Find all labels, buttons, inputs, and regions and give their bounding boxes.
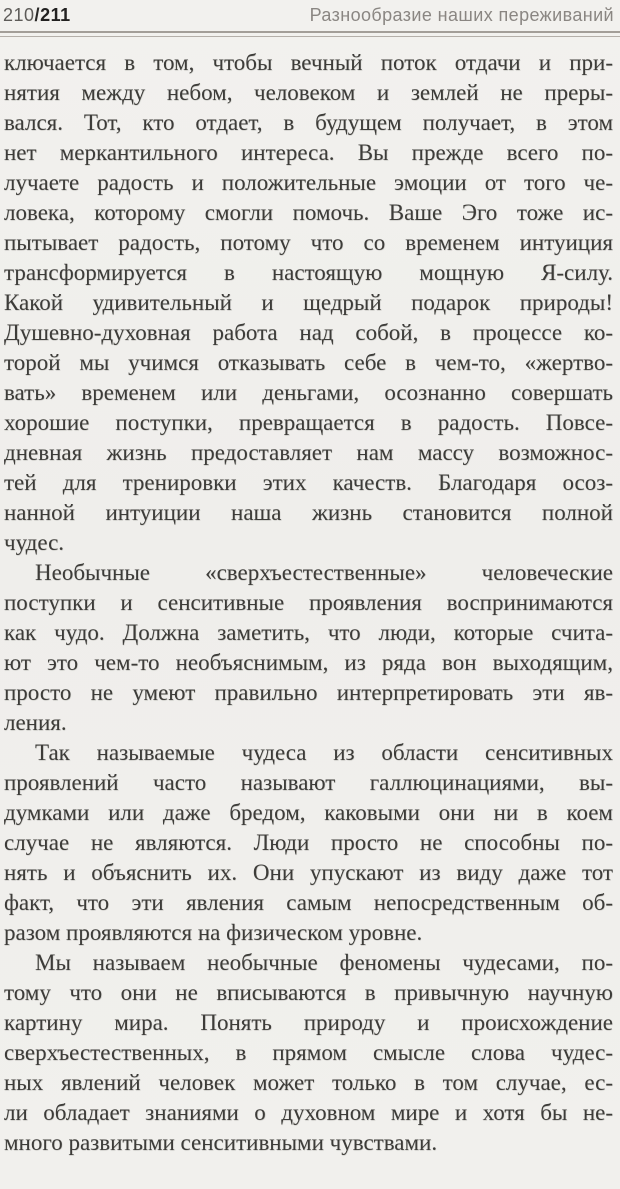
text-line: тей для тренировки этих качеств. Благодаря осоз- — [4, 470, 613, 495]
text-line: просто не умеют правильно интерпретировать эти яв- — [4, 680, 613, 705]
text-line: как чудо. Должна заметить, что люди, которые счита- — [4, 620, 613, 645]
text-line: дневная жизнь предоставляет нам массу возможнос- — [4, 440, 613, 465]
text-line: тому что они не вписываются в привычную научную — [4, 980, 613, 1005]
text-line: вать» временем или деньгами, осознанно совершать — [4, 380, 613, 405]
text-line: Так называемые чудеса из области сенситивных — [35, 740, 613, 765]
page-indicator — [3, 5, 71, 26]
text-line: Душевно-духовная работа над собой, в процессе ко- — [4, 320, 613, 345]
text-line: ления. — [4, 710, 67, 735]
text-line: ных явлений человек может только в том случае, ес- — [4, 1070, 613, 1095]
text-line: сверхъестественных, в прямом смысле слова чудес- — [4, 1040, 613, 1065]
text-line: лучаете радость и положительные эмоции от того че- — [4, 170, 613, 195]
page-separator: / — [34, 5, 41, 25]
text-line: нять и объяснить их. Они упускают из виду даже тот — [4, 860, 613, 885]
text-line: поступки и сенситивные проявления воспринимаются — [4, 590, 613, 615]
text-line: ловека, которому смогли помочь. Ваше Эго тоже ис- — [4, 200, 613, 225]
text-line: Мы называем необычные феномены чудесами, по- — [35, 950, 613, 975]
text-line: ли обладает знаниями о духовном мире и хотя бы не- — [4, 1100, 613, 1125]
text-line: ют это чем-то необъяснимым, из ряда вон выходящим, — [4, 650, 613, 675]
text-line: трансформируется в настоящую мощную Я-силу. — [4, 260, 613, 285]
text-line: разом проявляются на физическом уровне. — [4, 920, 423, 945]
text-line: чудес. — [4, 530, 65, 555]
page-current: 210 — [3, 5, 35, 25]
page-body — [0, 37, 620, 1158]
text-line: Необычные «сверхъестественные» человеческие — [35, 560, 613, 585]
text-line: хорошие поступки, превращается в радость. Повсе- — [4, 410, 613, 435]
text-line: нятия между небом, человеком и землей не преры- — [4, 80, 613, 105]
text-line: вался. Тот, кто отдает, в будущем получает, в этом — [4, 110, 613, 135]
text-line: проявлений часто называют галлюцинациями, вы- — [4, 770, 613, 795]
text-line: много развитыми сенситивными чувствами. — [4, 1130, 438, 1155]
text-line: торой мы учимся отказывать себе в чем-то, «жертво- — [4, 350, 613, 375]
text-line: нанной интуиции наша жизнь становится полной — [4, 500, 613, 525]
text-line: Какой удивительный и щедрый подарок природы! — [4, 290, 613, 315]
text-line: пытывает радость, потому что со временем интуиция — [4, 230, 613, 255]
text-line: картину мира. Понять природу и происхождение — [4, 1010, 613, 1035]
text-line: ключается в том, чтобы вечный поток отдачи и при- — [4, 50, 613, 75]
text-line: случае не являются. Люди просто не способны по- — [4, 830, 613, 855]
text-line: нет меркантильного интереса. Вы прежде всего по- — [4, 140, 613, 165]
text-line: думками или даже бредом, каковыми они ни в коем — [4, 800, 613, 825]
chapter-title: Разнообразие наших переживаний — [309, 5, 614, 25]
page-header — [0, 0, 620, 26]
page-total: 211 — [40, 5, 71, 25]
text-line: факт, что эти явления самым непосредственным об- — [4, 890, 613, 915]
